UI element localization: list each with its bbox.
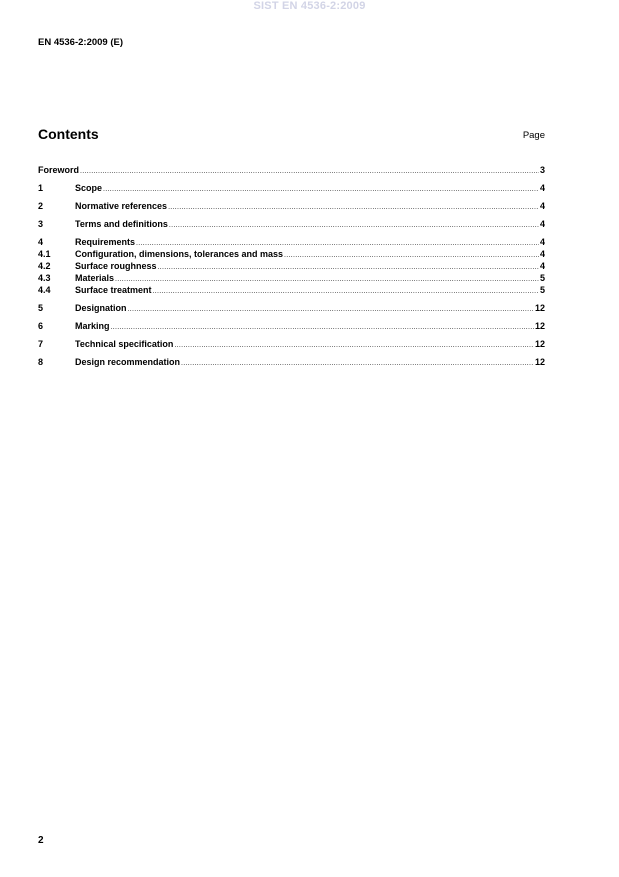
toc-entry-title: Terms and definitions — [75, 219, 168, 229]
toc-entry-surface-treatment[interactable] — [38, 284, 545, 296]
toc-entry-design-recommendation[interactable] — [38, 356, 545, 368]
toc-entry-page: 12 — [534, 339, 545, 349]
toc-entry-foreword[interactable] — [38, 164, 545, 176]
toc-entry-surface-roughness[interactable] — [38, 260, 545, 272]
toc-entry-number: 1 — [38, 183, 44, 193]
toc-leader-dots — [80, 166, 539, 178]
toc-entry-number: 3 — [38, 219, 44, 229]
toc-leader-dots — [169, 220, 539, 232]
toc-entry-title: Marking — [75, 321, 110, 331]
toc-entry-title: Design recommendation — [75, 357, 181, 367]
toc-entry-title: Materials — [75, 273, 115, 283]
toc-entry-configuration[interactable] — [38, 248, 545, 260]
toc-entry-title: Surface roughness — [75, 261, 157, 271]
toc-entry-number: 4.2 — [38, 261, 51, 271]
toc-entry-title: Technical specification — [75, 339, 174, 349]
toc-leader-dots — [153, 286, 539, 298]
toc-entry-title: Configuration, dimensions, tolerances and mass — [75, 249, 284, 259]
page-column-heading: Page — [522, 130, 545, 141]
toc-entry-title: Scope — [75, 183, 103, 193]
toc-entry-marking[interactable] — [38, 320, 545, 332]
toc-entry-number: 8 — [38, 357, 44, 367]
toc-entry-number: 4.1 — [38, 249, 51, 259]
toc-entry-designation[interactable] — [38, 302, 545, 314]
toc-leader-dots — [284, 250, 539, 262]
toc-entry-page: 3 — [539, 165, 545, 175]
toc-leader-dots — [174, 340, 534, 352]
toc-entry-page: 4 — [539, 237, 545, 247]
toc-leader-dots — [158, 262, 539, 274]
toc-entry-page: 4 — [539, 201, 545, 211]
toc-entry-technical-specification[interactable] — [38, 338, 545, 350]
toc-entry-title: Designation — [75, 303, 127, 313]
toc-entry-materials[interactable] — [38, 272, 545, 284]
toc-entry-number: 4 — [38, 237, 44, 247]
toc-entry-scope[interactable] — [38, 182, 545, 194]
toc-entry-requirements[interactable] — [38, 236, 545, 248]
toc-entry-title: Normative references — [75, 201, 168, 211]
toc-leader-dots — [115, 274, 539, 286]
toc-entry-page: 12 — [534, 303, 545, 313]
toc-entry-number: 2 — [38, 201, 44, 211]
document-id: EN 4536-2:2009 (E) — [38, 37, 124, 48]
toc-entry-page: 4 — [539, 219, 545, 229]
toc-entry-page: 4 — [539, 249, 545, 259]
toc-entry-page: 12 — [534, 357, 545, 367]
toc-entry-page: 5 — [539, 285, 545, 295]
toc-entry-title: Surface treatment — [75, 285, 152, 295]
toc-entry-page: 12 — [534, 321, 545, 331]
toc-entry-number: 5 — [38, 303, 44, 313]
toc-entry-page: 4 — [539, 261, 545, 271]
toc-leader-dots — [111, 322, 534, 334]
table-of-contents — [38, 164, 545, 368]
toc-entry-title: Requirements — [75, 237, 136, 247]
toc-entry-terms-and-definitions[interactable] — [38, 218, 545, 230]
toc-leader-dots — [103, 184, 539, 196]
toc-entry-page: 5 — [539, 273, 545, 283]
toc-entry-number: 7 — [38, 339, 44, 349]
toc-leader-dots — [181, 358, 534, 370]
toc-leader-dots — [128, 304, 534, 316]
page-number: 2 — [38, 835, 44, 846]
watermark: SIST EN 4536-2:2009 — [253, 0, 366, 12]
toc-entry-title: Foreword — [38, 165, 80, 175]
toc-entry-number: 4.3 — [38, 273, 51, 283]
contents-heading: Contents — [38, 126, 99, 142]
toc-leader-dots — [168, 202, 539, 214]
toc-entry-number: 4.4 — [38, 285, 51, 295]
toc-entry-normative-references[interactable] — [38, 200, 545, 212]
toc-entry-page: 4 — [539, 183, 545, 193]
toc-entry-number: 6 — [38, 321, 44, 331]
